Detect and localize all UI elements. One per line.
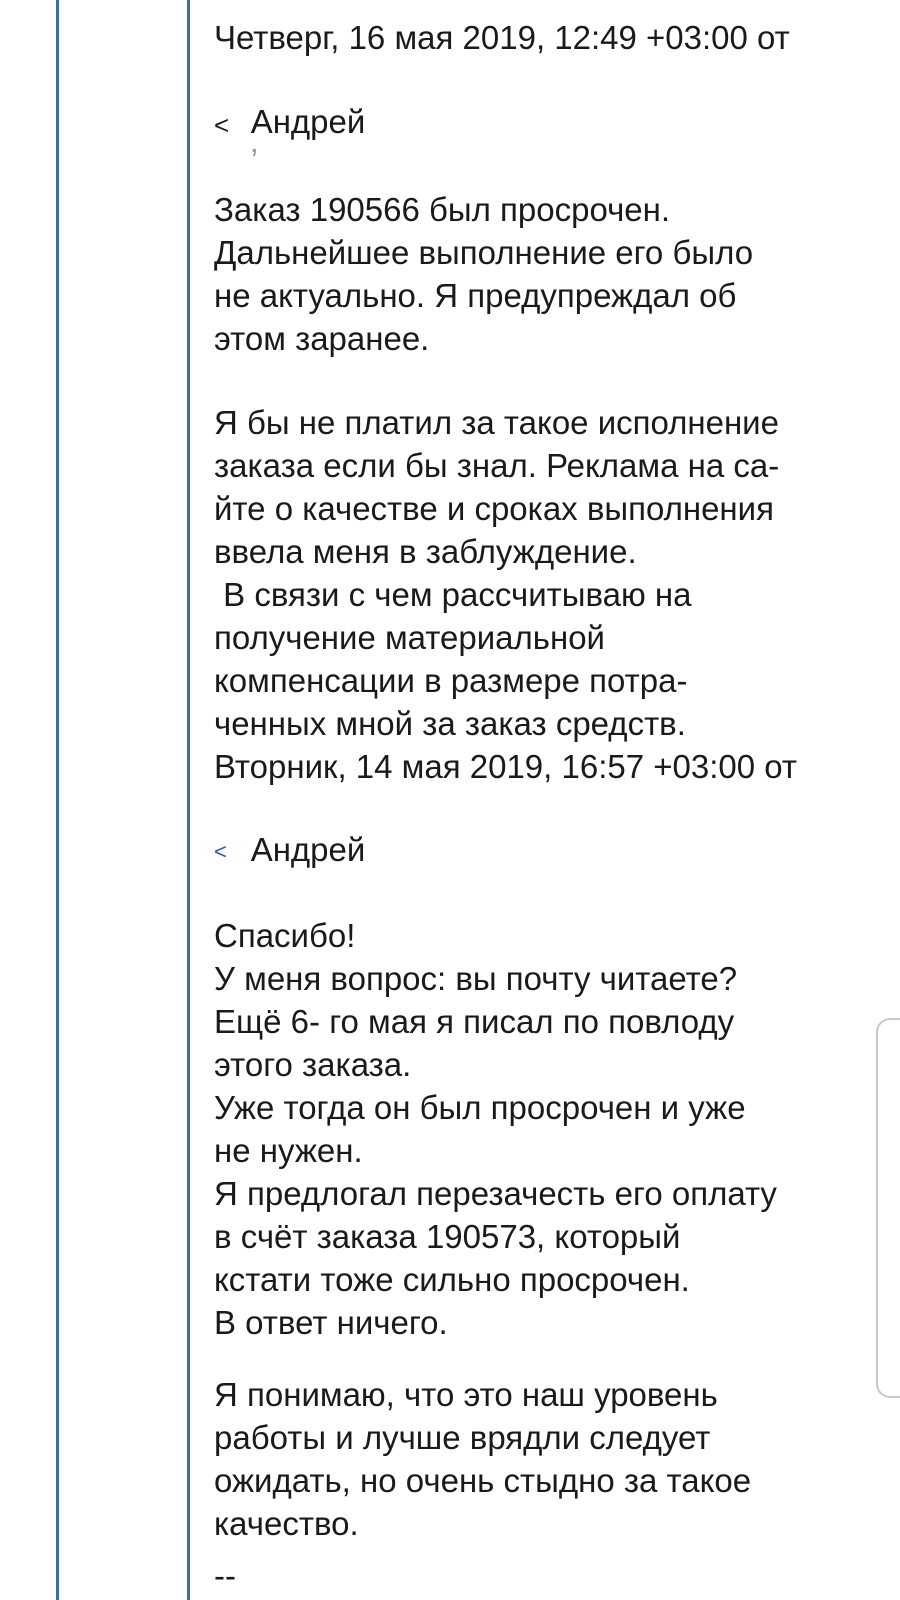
quote-bar-inner	[187, 0, 190, 1600]
paragraph-line: не актуально. Я предупреждал об	[214, 277, 737, 314]
paragraph-line: получение материальной	[214, 619, 605, 656]
paragraph-line: не нужен.	[214, 1132, 363, 1169]
paragraph-line: качество.	[214, 1505, 359, 1542]
paragraph-line: ченных мной за заказ средств.	[214, 705, 686, 742]
sender-name: Андрей	[250, 103, 366, 140]
quote-header-date: Четверг, 16 мая 2019, 12:49 +03:00 от	[214, 19, 790, 56]
signature-separator: --	[214, 1557, 236, 1594]
paragraph-line: Я бы не платил за такое исполнение	[214, 404, 779, 441]
sender-name: Андрей	[250, 831, 366, 868]
paragraph-line: йте о качестве и сроках выполнения	[214, 490, 774, 527]
paragraph-line: компенсации в размере потра-	[214, 662, 688, 699]
paragraph-line: Спасибо!	[214, 917, 356, 954]
paragraph-line: в счёт заказа 190573, который	[214, 1218, 681, 1255]
quote-header-date: Вторник, 14 мая 2019, 16:57 +03:00 от	[214, 748, 798, 785]
scroll-handle[interactable]	[876, 1018, 900, 1398]
sender-surname-obscured: ʼ	[250, 143, 259, 180]
paragraph-line: Уже тогда он был просрочен и уже	[214, 1089, 746, 1126]
quote-header-sender	[214, 790, 365, 910]
paragraph-line: Ещё 6- го мая я писал по повлоду	[214, 1003, 735, 1040]
paragraph-line: В связи с чем рассчитываю на	[214, 576, 692, 613]
paragraph-line: У меня вопрос: вы почту читаете?	[214, 960, 738, 997]
paragraph-line: этом заранее.	[214, 320, 430, 357]
paragraph-line: кстати тоже сильно просрочен.	[214, 1261, 690, 1298]
sender-email-obscured[interactable]: <	[214, 110, 230, 140]
paragraph-line: работы и лучше врядли следует	[214, 1419, 711, 1456]
paragraph-line: заказа если бы знал. Реклама на са-	[214, 447, 780, 484]
sender-email-obscured[interactable]: <	[214, 839, 227, 864]
paragraph-line: Я предлогал перезачесть его оплату	[214, 1175, 777, 1212]
paragraph-line: ожидать, но очень стыдно за такое	[214, 1462, 752, 1499]
paragraph-line: Я понимаю, что это наш уровень	[214, 1376, 718, 1413]
quote-bar-outer	[56, 0, 59, 1600]
paragraph-line: Дальнейшее выполнение его было	[214, 234, 754, 271]
paragraph-line: ввела меня в заблуждение.	[214, 533, 637, 570]
paragraph-line: этого заказа.	[214, 1046, 412, 1083]
paragraph-line: В ответ ничего.	[214, 1304, 448, 1341]
paragraph-line: Заказ 190566 был просрочен.	[214, 191, 671, 228]
